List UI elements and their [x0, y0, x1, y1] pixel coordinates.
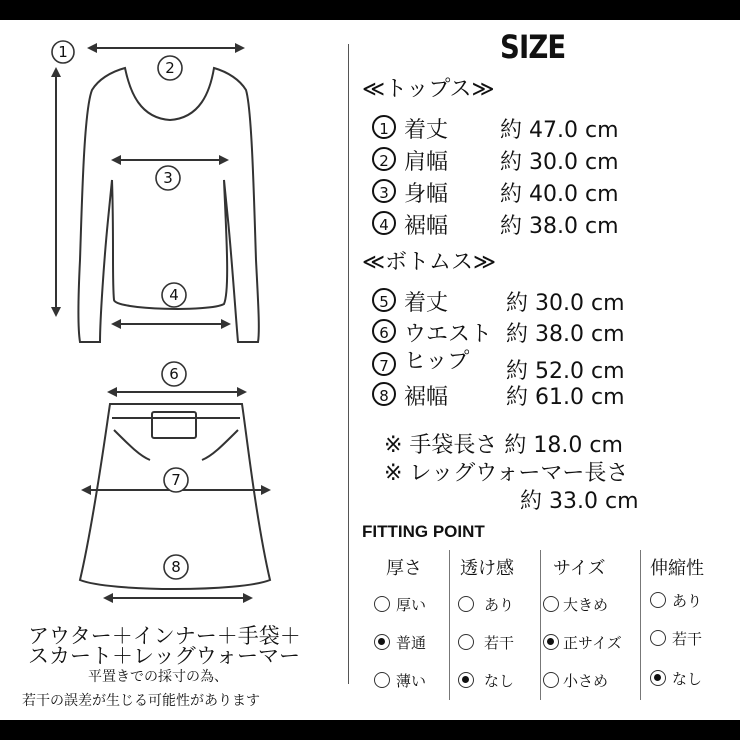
- top-border-bar: [0, 0, 740, 20]
- marker-4: [162, 283, 186, 307]
- row-number: 8: [372, 382, 396, 406]
- option-label: あり: [672, 592, 703, 610]
- svg-text:6: 6: [169, 365, 179, 383]
- fitting-point-title: FITTING POINT: [362, 522, 485, 541]
- row-label: 裾幅: [404, 214, 449, 239]
- fit-column-header: 厚さ: [386, 558, 422, 579]
- option-label: あり: [484, 596, 515, 614]
- top-measure-lines: [56, 48, 240, 324]
- fit-column-thickness: [374, 550, 448, 706]
- column-divider: [348, 44, 349, 684]
- row-number: 3: [372, 179, 396, 203]
- marker-7: [164, 468, 188, 492]
- fitting-point-table: [360, 550, 720, 706]
- radio-checked-icon: [374, 634, 390, 650]
- radio-unchecked-icon: [543, 672, 559, 688]
- svg-text:3: 3: [163, 169, 173, 187]
- legwarmer-length-value: 約 33.0 cm: [520, 489, 639, 514]
- row-number: 7: [372, 352, 396, 376]
- row-value: 約 38.0 cm: [506, 322, 625, 347]
- row-value: 約 30.0 cm: [506, 291, 625, 316]
- measure-markers: [52, 41, 188, 579]
- garment-illustration: [0, 20, 348, 720]
- radio-unchecked-icon: [543, 596, 559, 612]
- radio-unchecked-icon: [374, 672, 390, 688]
- radio-checked-icon: [650, 670, 666, 686]
- set-contents-line2: スカート＋レッグウォーマー: [28, 644, 300, 668]
- radio-unchecked-icon: [458, 596, 474, 612]
- row-value: 約 40.0 cm: [500, 182, 619, 207]
- row-number: 2: [372, 147, 396, 171]
- svg-text:8: 8: [171, 558, 181, 576]
- row-label: 裾幅: [404, 385, 449, 410]
- tops-heading: ≪トップス≫: [362, 77, 495, 102]
- fit-column-divider: [640, 550, 641, 700]
- size-title: SIZE: [500, 28, 566, 66]
- fit-column-stretch: [650, 550, 720, 706]
- row-label: ヒップ: [404, 349, 470, 374]
- svg-text:4: 4: [169, 286, 179, 304]
- marker-1: [52, 41, 74, 63]
- row-number: 1: [372, 115, 396, 139]
- radio-unchecked-icon: [458, 634, 474, 650]
- fit-column-header: 伸縮性: [650, 558, 704, 579]
- svg-text:7: 7: [171, 471, 181, 489]
- row-value: 約 52.0 cm: [506, 359, 625, 384]
- svg-text:2: 2: [165, 59, 175, 77]
- option-label: 普通: [396, 634, 427, 652]
- bottom-border-bar: [0, 720, 740, 740]
- option-label: 正サイズ: [563, 634, 622, 652]
- row-label: 肩幅: [404, 150, 449, 175]
- option-label: 厚い: [396, 596, 427, 614]
- fit-column-divider: [540, 550, 541, 700]
- marker-6: [162, 362, 186, 386]
- radio-checked-icon: [458, 672, 474, 688]
- radio-unchecked-icon: [374, 596, 390, 612]
- row-label: 身幅: [404, 182, 449, 207]
- option-label: 若干: [672, 630, 703, 648]
- glove-length-note: ※ 手袋長さ 約 18.0 cm: [384, 433, 623, 458]
- marker-2: [158, 56, 182, 80]
- legwarmer-length-note: ※ レッグウォーマー長さ: [384, 461, 629, 486]
- radio-checked-icon: [543, 634, 559, 650]
- fit-column-divider: [449, 550, 450, 700]
- row-value: 約 30.0 cm: [500, 150, 619, 175]
- option-label: なし: [484, 672, 515, 690]
- row-label: ウエスト: [404, 322, 493, 347]
- row-label: 着丈: [404, 118, 449, 143]
- row-number: 6: [372, 319, 396, 343]
- option-label: 大きめ: [563, 596, 609, 614]
- option-label: 薄い: [396, 672, 427, 690]
- option-label: 若干: [484, 634, 515, 652]
- row-value: 約 38.0 cm: [500, 214, 619, 239]
- radio-unchecked-icon: [650, 592, 666, 608]
- set-contents-line1: アウター＋インナー＋手袋＋: [28, 624, 301, 648]
- marker-8: [164, 555, 188, 579]
- measurement-note-line1: 平置きでの採寸の為、: [88, 669, 228, 685]
- row-value: 約 47.0 cm: [500, 118, 619, 143]
- option-label: 小さめ: [563, 672, 609, 690]
- row-number: 4: [372, 211, 396, 235]
- fit-column-header: サイズ: [553, 558, 606, 579]
- bottoms-heading: ≪ボトムス≫: [362, 250, 497, 275]
- fit-column-sheerness: [458, 550, 538, 706]
- svg-text:1: 1: [58, 43, 68, 61]
- row-label: 着丈: [404, 291, 449, 316]
- marker-3: [156, 166, 180, 190]
- radio-unchecked-icon: [650, 630, 666, 646]
- fit-column-header: 透け感: [460, 558, 514, 579]
- row-number: 5: [372, 288, 396, 312]
- row-value: 約 61.0 cm: [506, 385, 625, 410]
- option-label: なし: [672, 670, 703, 688]
- fit-column-size: [543, 550, 639, 706]
- measurement-note-line2: 若干の誤差が生じる可能性があります: [22, 693, 260, 709]
